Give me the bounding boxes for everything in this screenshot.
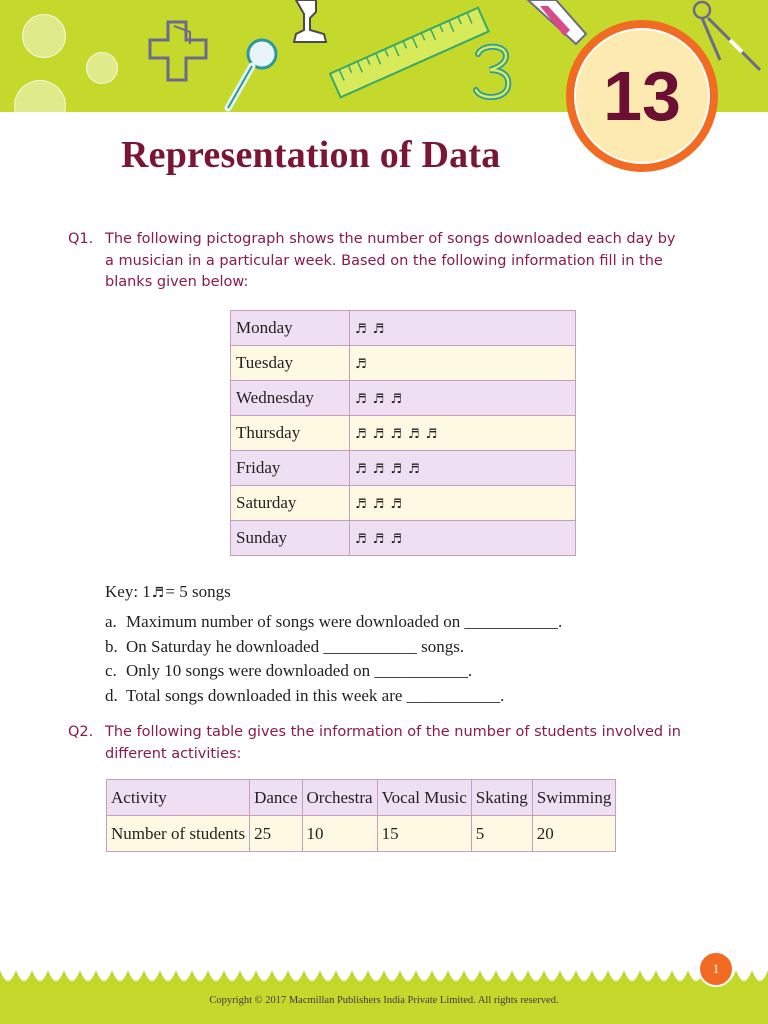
scallop: [640, 971, 656, 981]
music-note-icon: ♬: [355, 497, 367, 512]
number-three-icon: [470, 42, 516, 102]
question-line: blanks given below:: [105, 274, 249, 290]
scallop: [112, 971, 128, 981]
scallop: [192, 971, 208, 981]
scallop: [224, 971, 240, 981]
key-prefix: Key: 1: [105, 582, 151, 601]
scallop: [160, 971, 176, 981]
item-letter: b.: [105, 636, 118, 656]
question-number: Q1.: [68, 231, 94, 247]
table-row: [231, 451, 576, 486]
scallop: [608, 971, 624, 981]
music-note-icon: ♬: [355, 392, 367, 407]
music-note-icon: ♬: [407, 427, 420, 442]
notes-cell: [350, 451, 576, 486]
scallop: [736, 971, 752, 981]
day-cell: Wednesday: [231, 381, 350, 416]
music-note-icon: ♬: [355, 427, 367, 442]
scallop: [48, 971, 64, 981]
scallop: [672, 971, 688, 981]
scallop: [96, 971, 112, 981]
scallop: [560, 971, 576, 981]
item-text: Only 10 songs were downloaded on ___________.: [126, 661, 473, 680]
music-note-icon: ♬: [425, 427, 438, 442]
music-note-icon: ♬: [372, 497, 385, 512]
question-text: [105, 722, 681, 765]
music-note-icon: ♬: [372, 532, 385, 547]
scallop: [128, 971, 144, 981]
day-cell: Thursday: [231, 416, 350, 451]
music-note-icon: ♬: [355, 357, 367, 372]
table-row: [231, 311, 576, 346]
table-cell: 25: [250, 816, 302, 852]
scallop: [304, 971, 320, 981]
plus-outline-icon: [146, 18, 212, 88]
scallop: [240, 971, 256, 981]
table-cell: 10: [302, 816, 377, 852]
copyright-text: Copyright © 2017 Macmillan Publishers India Private Limited. All rights reserved.: [209, 995, 559, 1006]
scallop: [272, 971, 288, 981]
table-cell: Number of students: [107, 816, 250, 852]
scallop: [64, 971, 80, 981]
notes-cell: [350, 521, 576, 556]
scallop: [496, 971, 512, 981]
pictograph-key: [105, 582, 231, 602]
item-text: On Saturday he downloaded ___________ songs.: [126, 636, 465, 656]
question-2: [68, 722, 708, 766]
scallop: [320, 971, 336, 981]
scallop: [32, 971, 48, 981]
scallop: [0, 971, 16, 981]
music-note-icon: ♬: [372, 427, 385, 442]
page-number: 1: [698, 951, 734, 987]
music-note-icon: ♬: [151, 585, 165, 601]
scallop: [480, 971, 496, 981]
table-header-cell: Activity: [107, 780, 250, 816]
scallop: [528, 971, 544, 981]
table-row: [107, 816, 616, 852]
day-cell: Friday: [231, 451, 350, 486]
pictograph-table: [230, 310, 576, 556]
question-text: [105, 229, 676, 294]
scallop: [448, 971, 464, 981]
notes-cell: [350, 381, 576, 416]
scallop: [464, 971, 480, 981]
table-row: [231, 416, 576, 451]
music-note-icon: ♬: [372, 462, 385, 477]
scallop: [544, 971, 560, 981]
scallop: [656, 971, 672, 981]
day-cell: Sunday: [231, 521, 350, 556]
music-note-icon: ♬: [390, 427, 402, 442]
scallop: [416, 971, 432, 981]
page-title: Representation of Data: [121, 134, 501, 176]
notes-cell: [350, 346, 576, 381]
scallop: [336, 971, 352, 981]
question-line: different activities:: [105, 745, 242, 762]
table-cell: 20: [532, 816, 616, 852]
table-header-row: [107, 780, 616, 816]
table-header-cell: Skating: [471, 780, 532, 816]
scallop: [512, 971, 528, 981]
chapter-number: 13: [603, 57, 681, 135]
question-line: a musician in a particular week. Based on the following information fill in the: [105, 252, 663, 269]
chapter-badge: [566, 20, 718, 172]
scallop: [400, 971, 416, 981]
question-1: [68, 229, 708, 295]
table-row: [231, 346, 576, 381]
key-suffix: = 5 songs: [165, 582, 231, 601]
scallop: [288, 971, 304, 981]
ruler-icon: [322, 4, 494, 100]
scallop: [80, 971, 96, 981]
magnifier-icon: [222, 36, 282, 112]
scallop: [256, 971, 272, 981]
music-note-icon: ♬: [372, 392, 385, 407]
bubble-decoration: [86, 52, 118, 84]
bubble-decoration: [22, 14, 66, 58]
scallop: [384, 971, 400, 981]
notes-cell: [350, 311, 576, 346]
activity-table: [106, 779, 616, 852]
day-cell: Monday: [231, 311, 350, 346]
music-note-icon: ♬: [390, 532, 402, 547]
music-note-icon: ♬: [372, 322, 385, 337]
table-cell: 15: [377, 816, 471, 852]
scallop: [144, 971, 160, 981]
table-header-cell: Swimming: [532, 780, 616, 816]
question-line: The following table gives the information of the number of students involved in: [105, 724, 681, 740]
notes-cell: [350, 416, 576, 451]
item-letter: a.: [105, 612, 117, 631]
table-row: [231, 381, 576, 416]
music-note-icon: ♬: [390, 462, 402, 477]
day-cell: Tuesday: [231, 346, 350, 381]
table-row: [231, 486, 576, 521]
scallop: [208, 971, 224, 981]
table-header-cell: Vocal Music: [377, 780, 471, 816]
scallop: [576, 971, 592, 981]
day-cell: Saturday: [231, 486, 350, 521]
scallop: [368, 971, 384, 981]
music-note-icon: ♬: [355, 532, 367, 547]
scallop: [752, 971, 768, 981]
scallop: [352, 971, 368, 981]
scallop: [16, 971, 32, 981]
question-number: Q2.: [68, 724, 94, 740]
item-text: Maximum number of songs were downloaded on ___________.: [126, 612, 563, 631]
scallop-border: [0, 971, 768, 986]
bubble-decoration: [14, 80, 66, 112]
music-note-icon: ♬: [355, 322, 367, 337]
item-letter: c.: [105, 661, 117, 680]
table-row: [231, 521, 576, 556]
notes-cell: [350, 486, 576, 521]
music-note-icon: ♬: [390, 392, 402, 407]
music-note-icon: ♬: [407, 462, 420, 477]
item-text: Total songs downloaded in this week are ___________.: [126, 685, 505, 705]
item-letter: d.: [105, 685, 118, 705]
table-header-cell: Dance: [250, 780, 302, 816]
scallop: [432, 971, 448, 981]
music-note-icon: ♬: [355, 462, 367, 477]
question-line: The following pictograph shows the number of songs downloaded each day by: [105, 231, 676, 247]
scallop: [624, 971, 640, 981]
scallop: [592, 971, 608, 981]
table-header-cell: Orchestra: [302, 780, 377, 816]
scallop: [176, 971, 192, 981]
table-cell: 5: [471, 816, 532, 852]
music-note-icon: ♬: [390, 497, 402, 512]
